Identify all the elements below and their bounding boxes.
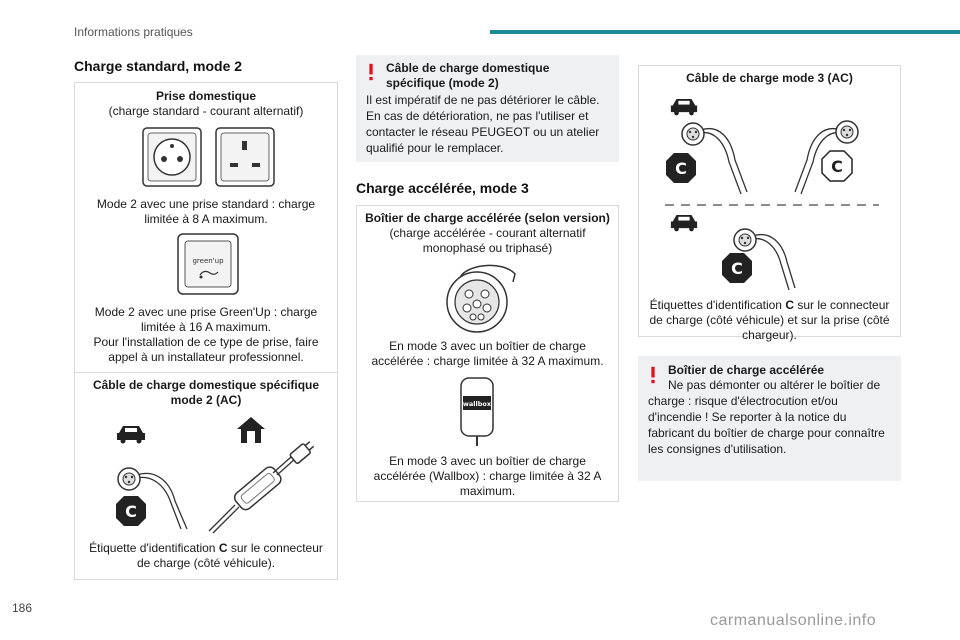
watermark: carmanualsonline.info: [710, 612, 877, 629]
identification-badge-c-icon: [665, 152, 697, 184]
caption-part: sur le connecteur de charge (côté véhicule).: [136, 541, 323, 570]
warning-title: Boîtier de charge accélérée: [668, 363, 825, 377]
greenup-caption: Mode 2 avec une prise Green'Up : charge limitée à 16 A maximum.: [94, 305, 318, 334]
caption-part: Étiquette d'identification: [89, 541, 219, 555]
identification-badge-c-outline-icon: [821, 150, 853, 182]
type2-socket-caption: En mode 3 avec un boîtier de charge accélérée : charge limitée à 32 A maximum.: [371, 339, 604, 368]
section-title-accelerated-charge: Charge accélérée, mode 3: [356, 180, 529, 196]
mode3-cable-table: [638, 65, 901, 342]
socket-title: Prise domestique: [155, 89, 257, 103]
greenup-note: Pour l'installation de ce type de prise, faire appel à un installateur professionnel.: [93, 335, 319, 364]
badge-c-label: C: [831, 157, 843, 176]
caption-bold-c: C: [785, 298, 794, 312]
mode2-cable-control-box-icon: [205, 443, 315, 535]
wallbox-icon: [459, 376, 495, 448]
french-socket-icon: [142, 127, 202, 187]
warning-body: Il est impératif de ne pas détériorer le câble. En cas de détérioration, ne pas l'utiliser et contacter le réseau PEUGEOT ou un atelier qualifié pour le remplacer.: [366, 93, 600, 155]
identification-badge-c-icon: [721, 252, 753, 284]
car-icon: [115, 423, 147, 443]
warning-exclamation-icon: [366, 63, 376, 81]
type2-socket-icon: [443, 260, 521, 334]
greenup-socket-icon: [177, 233, 239, 295]
accelerated-charge-table: [356, 205, 619, 502]
socket-subtitle: (charge standard - courant alternatif): [108, 104, 304, 118]
standard-charge-table: [74, 82, 338, 580]
wallbox-caption: En mode 3 avec un boîtier de charge accélérée (Wallbox) : charge limitée à 32 A maximum.: [373, 454, 602, 498]
caption-part: sur le connecteur de charge (côté véhicule) et sur la prise (côté chargeur).: [649, 298, 890, 342]
warning-domestic-cable: [356, 55, 619, 162]
mode2-cable-title: Câble de charge domestique spécifique mode 2 (AC): [92, 378, 320, 407]
car-icon: [669, 96, 699, 115]
standard-socket-caption: Mode 2 avec une prise standard : charge limitée à 8 A maximum.: [96, 197, 316, 226]
badge-c-label: C: [731, 259, 743, 278]
badge-c-label: C: [125, 502, 137, 521]
warning-title: Câble de charge domestique spécifique (mode 2): [386, 61, 550, 90]
caption-part: Étiquettes d'identification: [649, 298, 786, 312]
identification-badge-c-icon: [115, 495, 147, 527]
wallbox-label: wallbox: [462, 400, 492, 408]
badge-c-label: C: [675, 159, 687, 178]
domestic-socket-cell: [75, 83, 337, 373]
header-accent-bar: [490, 30, 960, 34]
house-icon: [235, 415, 267, 445]
section-title-standard-charge: Charge standard, mode 2: [74, 58, 243, 74]
dashed-separator: [665, 203, 879, 207]
wallbox-subtitle: (charge accélérée - courant alternatif monophasé ou triphasé): [389, 226, 586, 255]
wallbox-title: Boîtier de charge accélérée (selon version): [365, 211, 610, 225]
running-header: Informations pratiques: [74, 25, 193, 39]
uk-socket-icon: [215, 127, 275, 187]
car-icon: [669, 212, 699, 231]
warning-body: Ne pas démonter ou altérer le boîtier de charge : risque d'électrocution et/ou d'incendie ! Se reporter à la notice du fabricant du boîtier de charge pour connaître les consignes d'utilisation.: [648, 378, 885, 456]
warning-wallbox: [638, 356, 901, 481]
greenup-label: green'up: [192, 257, 224, 265]
mode3-cable-title: Câble de charge mode 3 (AC): [686, 71, 853, 85]
caption-bold-c: C: [218, 541, 228, 555]
mode2-cable-caption: [83, 541, 329, 571]
mode2-cable-cell: [75, 373, 337, 581]
mode3-cable-caption: [647, 298, 892, 343]
page-number: 186: [12, 601, 33, 615]
